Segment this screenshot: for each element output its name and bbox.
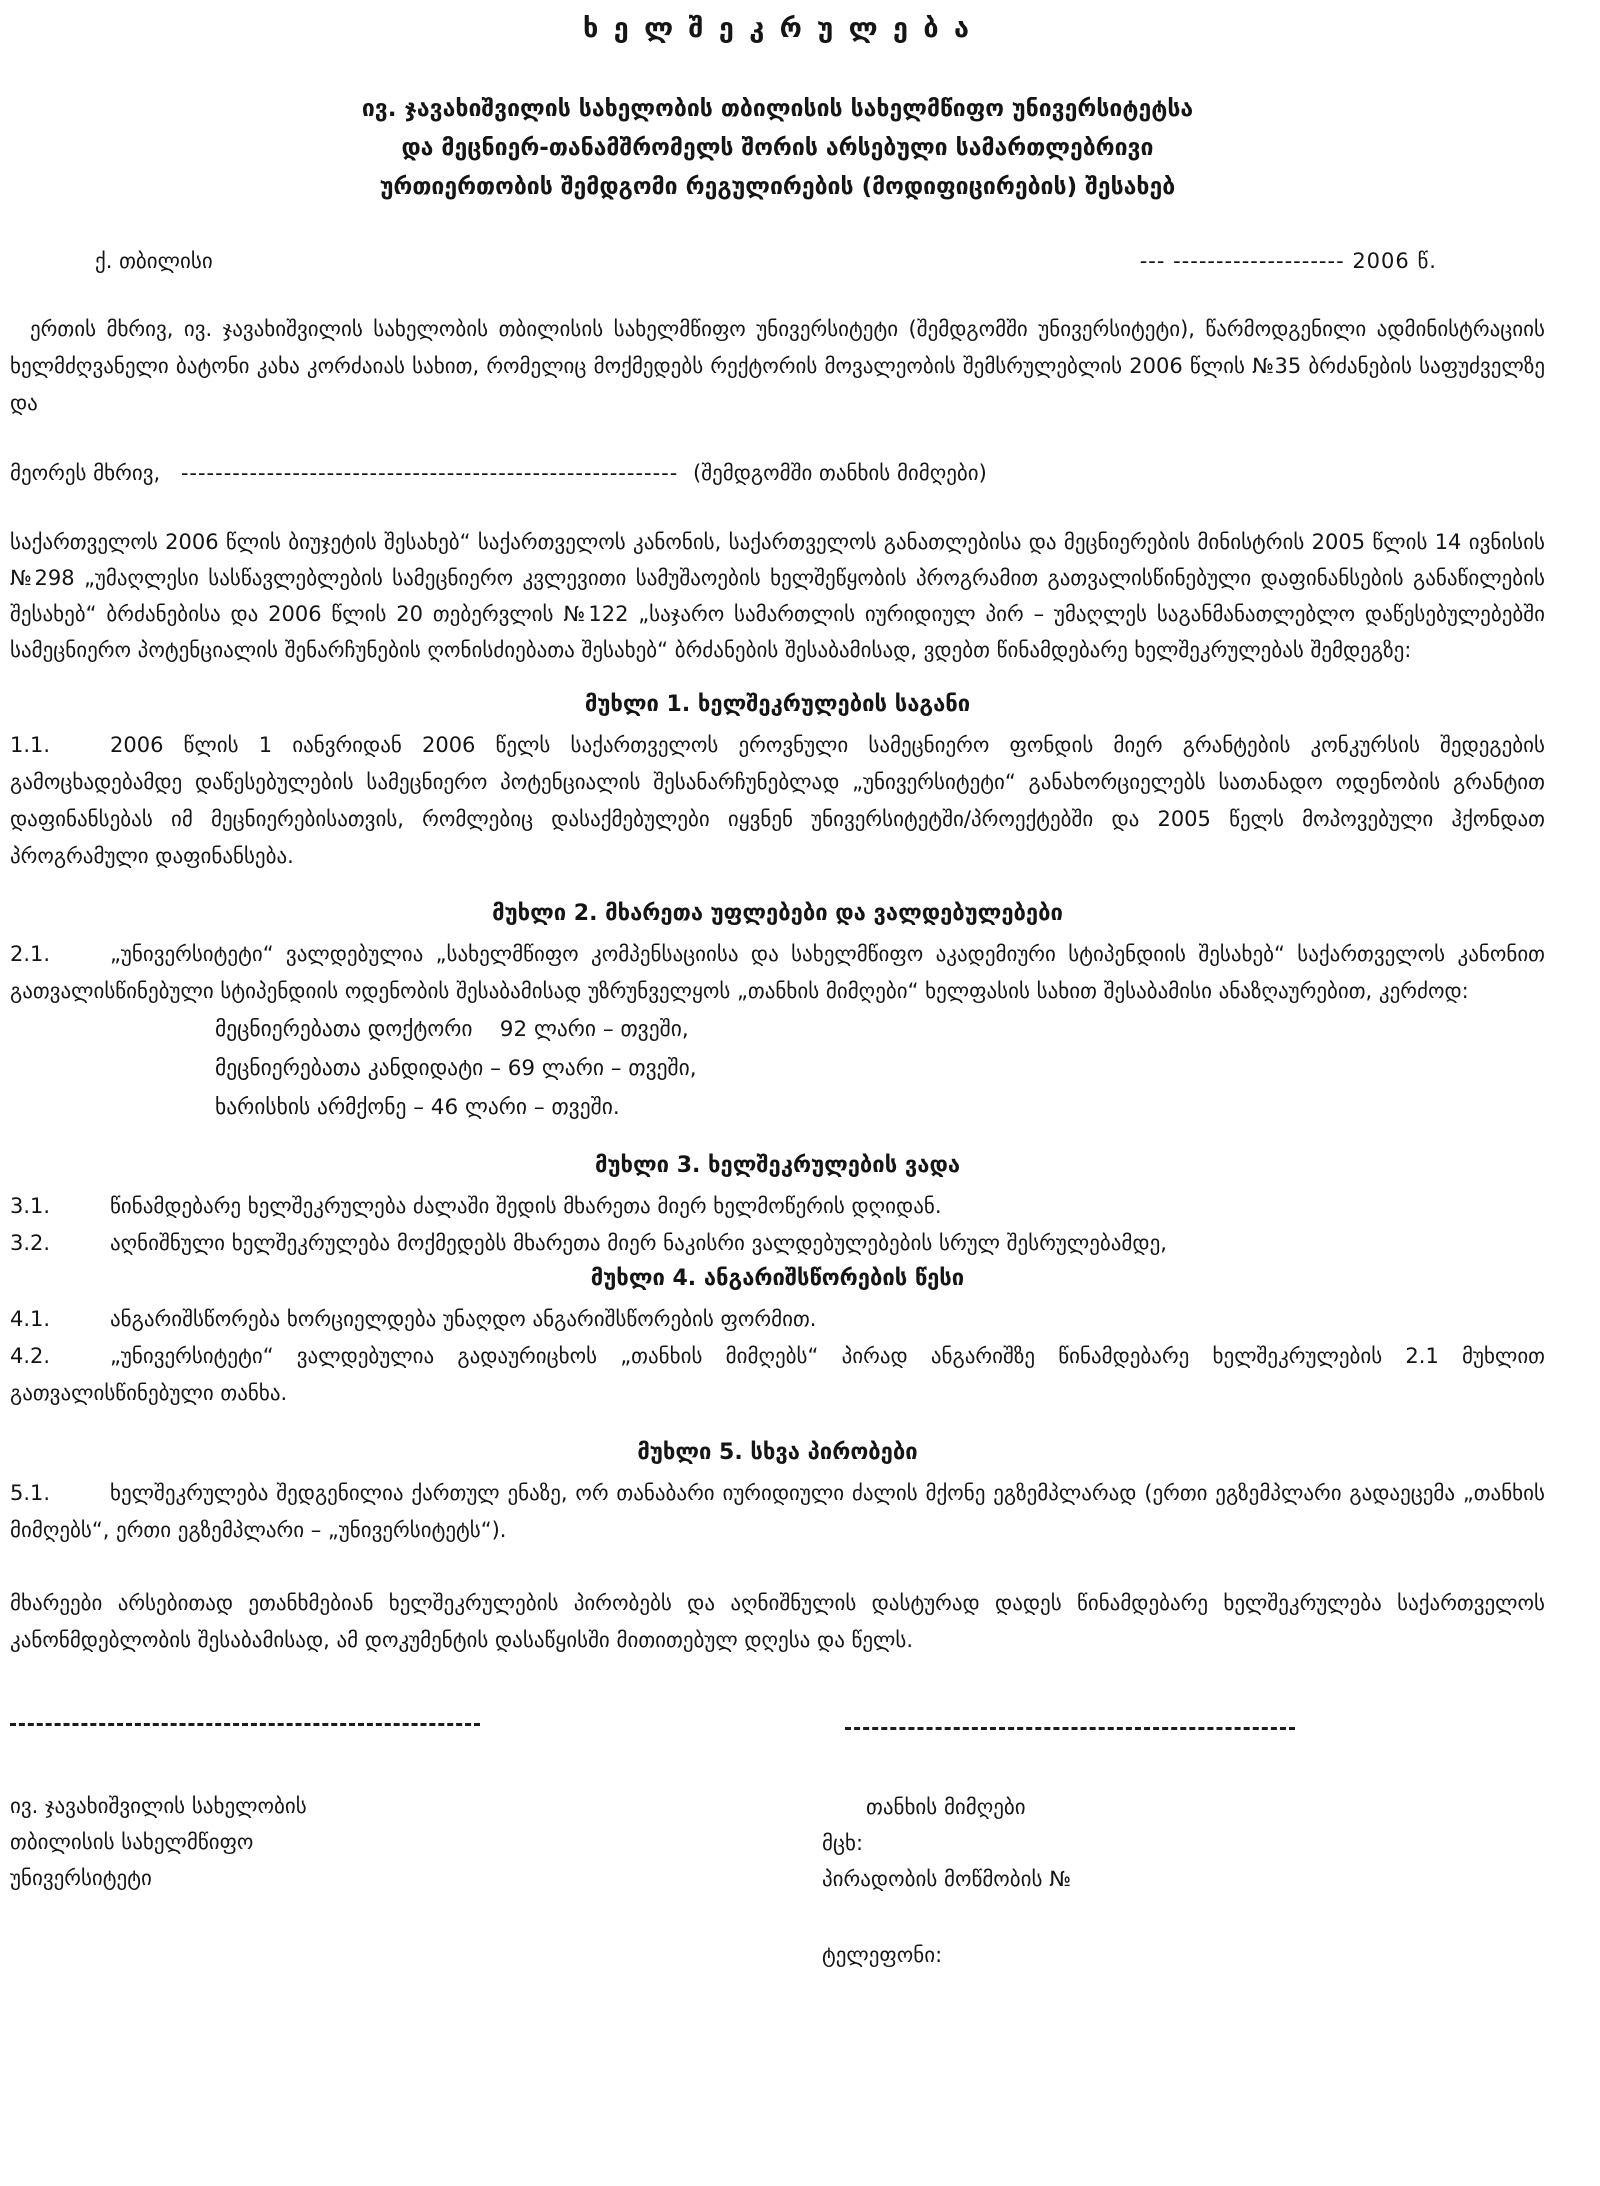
subtitle-line: და მეცნიერ-თანამშრომელს შორის არსებული სამართლებრივი: [401, 135, 1154, 161]
clause-number: 3.1.: [10, 1194, 51, 1218]
clause-number: 2.1.: [10, 942, 51, 966]
salary-line-candidate: მეცნიერებათა კანდიდატი – 69 ლარი – თვეში,: [215, 1056, 697, 1081]
id-card-label: პირადობის მოწმობის №: [822, 1867, 1072, 1891]
preamble-paragraph: საქართველოს 2006 წლის ბიუჯეტის შესახებ“ საქართველოს კანონის, საქართველოს განათლებისა და მეცნიერების მინისტრის 2005 წლის 14 ივნისის №298 „უმაღლესი სასწავლებლების სამეცნიერო კვლევითი სამუშაოების ხელშეწყობის პროგრამით გათვალისწინებული დაფინანსების განაწილების შესახებ“ ბრძანებისა და 2006 წლის 20 თებერვლის №122 „საჯარო სამართლის იურიდიულ პირ – უმაღლეს საგანმანათლებლო დაწესებულებებში სამეცნიერო პოტენციალის შენარჩუნების ღონისძიებათა შესახებ“ ბრძანების შესაბამისად, ვდებთ წინამდებარე ხელშეკრულებას შემდეგზე:: [10, 530, 1545, 662]
university-name-line: თბილისის სახელმწიფო: [10, 1830, 254, 1854]
clause-3-1: [10, 1188, 1545, 1225]
party2-prefix: მეორეს მხრივ,: [10, 461, 161, 485]
signature-line-recipient: [845, 1727, 1295, 1730]
document-title: ხ ე ლ შ ე კ რ უ ლ ე ბ ა: [583, 13, 972, 44]
clause-text: ხელშეკრულება შედგენილია ქართულ ენაზე, ორ თანაბარი იურიდიული ძალის მქონე ეგზემპლარად (ერთი ეგზემპლარი გადაეცემა „თანხის მიმღებს“, ერთი ეგზემპლარი – „უნივერსიტეტს“).: [10, 1481, 1545, 1542]
salary-line-doctor: მეცნიერებათა დოქტორი 92 ლარი – თვეში,: [215, 1017, 689, 1042]
article-2-title: მუხლი 2. მხარეთა უფლებები და ვალდებულებები: [492, 901, 1063, 926]
clause-2-1: [10, 936, 1545, 1010]
clause-text: აღნიშნული ხელშეკრულება მოქმედებს მხარეთა მიერ ნაკისრი ვალდებულებების სრულ შესრულებამდე,: [110, 1231, 1167, 1255]
article-1-title: მუხლი 1. ხელშეკრულების საგანი: [584, 692, 971, 717]
university-name-line: ივ. ჯავახიშვილის სახელობის: [10, 1794, 307, 1818]
clause-text: „უნივერსიტეტი“ ვალდებულია გადაურიცხოს „თანხის მიმღებს“ პირად ანგარიშზე წინამდებარე ხელშეკრულების 2.1 მუხლით გათვალისწინებული თანხა.: [10, 1344, 1545, 1405]
clause-text: 2006 წლის 1 იანვრიდან 2006 წელს საქართველოს ეროვნული სამეცნიერო ფონდის მიერ გრანტების კონკურსის შედეგების გამოცხადებამდე დაწესებულების სამეცნიერო პოტენციალის შესანარჩუნებლად „უნივერსიტეტი“ განახორციელებს სათანადო ოდენობის გრანტით დაფინანსებას იმ მეცნიერებისათვის, რომლებიც დასაქმებულები იყვნენ უნივერსიტეტში/პროექტებში და 2005 წელს მოპოვებული ჰქონდათ პროგრამული დაფინანსება.: [10, 733, 1545, 868]
party2-suffix: (შემდგომში თანხის მიმღები): [693, 461, 987, 485]
clause-4-1: [10, 1301, 1545, 1338]
recipient-label: თანხის მიმღები: [866, 1795, 1026, 1819]
party2-blank-line: ----------------------------------------------------------: [180, 461, 679, 485]
subtitle-line: ურთიერთობის შემდგომი რეგულირების (მოდიფიცირების) შესახებ: [379, 174, 1176, 200]
clause-number: 5.1.: [10, 1481, 51, 1505]
article-5-title: მუხლი 5. სხვა პირობები: [637, 1440, 918, 1465]
date-line: --- -------------------- 2006 წ.: [1139, 249, 1437, 273]
phone-label: ტელეფონი:: [822, 1943, 943, 1967]
signature-block-recipient: [822, 1789, 1382, 1973]
signature-line-university: [10, 1723, 480, 1726]
clause-number: 1.1.: [10, 733, 51, 757]
residence-label: მცხ:: [822, 1831, 864, 1855]
salary-line-no-degree: ხარისხის არმქონე – 46 ლარი – თვეში.: [215, 1095, 620, 1120]
signature-section: [10, 1723, 1545, 1967]
article-4-title: მუხლი 4. ანგარიშსწორების წესი: [590, 1266, 965, 1291]
place-label: ქ. თბილისი: [95, 249, 213, 273]
article-3-title: მუხლი 3. ხელშეკრულების ვადა: [595, 1153, 960, 1178]
subtitle-line: ივ. ჯავახიშვილის სახელობის თბილისის სახელმწიფო უნივერსიტეტსა: [361, 96, 1194, 122]
clause-number: 3.2.: [10, 1231, 51, 1255]
party1-paragraph: ერთის მხრივ, ივ. ჯავახიშვილის სახელობის თბილისის სახელმწიფო უნივერსიტეტი (შემდგომში უნივერსიტეტი), წარმოდგენილი ადმინისტრაციის ხელმძღვანელი ბატონი კახა კორძაიას სახით, რომელიც მოქმედებს რექტორის მოვალეობის შემსრულებლის 2006 წლის №35 ბრძანების საფუძველზე და: [10, 317, 1545, 415]
clause-5-1: [10, 1475, 1545, 1549]
clause-text: ანგარიშსწორება ხორციელდება უნაღდო ანგარიშსწორების ფორმით.: [110, 1307, 817, 1331]
place-date-row: [10, 247, 1545, 275]
clause-3-2: [10, 1225, 1545, 1262]
clause-number: 4.2.: [10, 1344, 51, 1368]
closing-paragraph: მხარეები არსებითად ეთანხმებიან ხელშეკრულების პირობებს და აღნიშნულის დასტურად დადეს წინამდებარე ხელშეკრულება საქართველოს კანონმდებლობის შესაბამისად, ამ დოკუმენტის დასაწყისში მითითებულ დღესა და წელს.: [10, 1591, 1545, 1652]
clause-1-1: [10, 727, 1545, 875]
clause-text: „უნივერსიტეტი“ ვალდებულია „სახელმწიფო კომპენსაციისა და სახელმწიფო აკადემიური სტიპენდიის შესახებ“ საქართველოს კანონით გათვალისწინებული სტიპენდიის ოდენობის შესაბამისად უზრუნველყოს „თანხის მიმღები“ ხელფასის სახით შესაბამისი ანაზღაურებით, კერძოდ:: [10, 942, 1545, 1003]
clause-number: 4.1.: [10, 1307, 51, 1331]
clause-4-2: [10, 1338, 1545, 1412]
document-subtitle: [10, 90, 1545, 207]
clause-text: წინამდებარე ხელშეკრულება ძალაში შედის მხარეთა მიერ ხელმოწერის დღიდან.: [110, 1194, 942, 1218]
university-name-line: უნივერსიტეტი: [10, 1866, 152, 1890]
signature-block-university: [10, 1788, 490, 1896]
party2-line: [10, 455, 1545, 492]
